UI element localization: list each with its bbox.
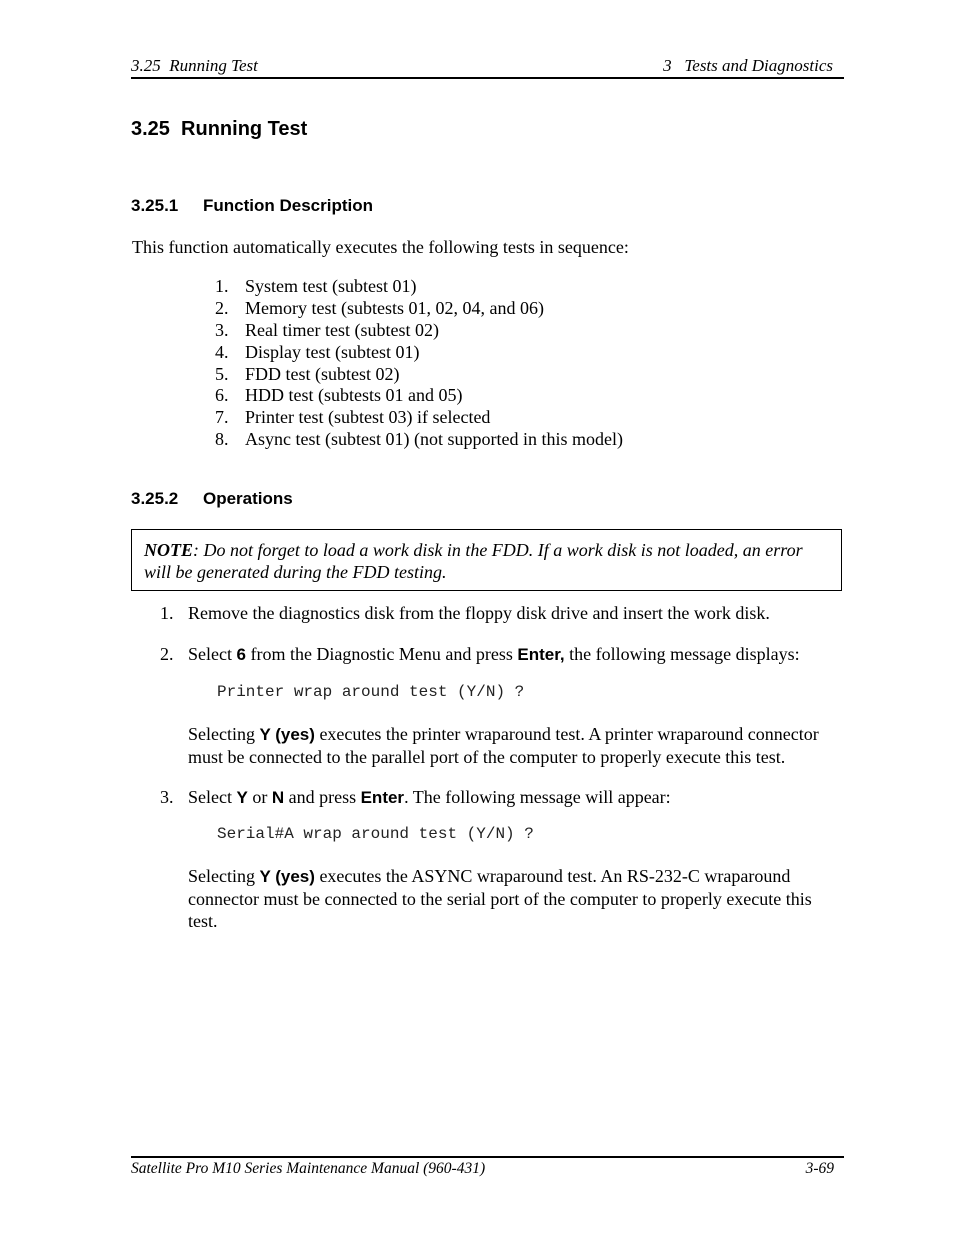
text-run: Select bbox=[188, 644, 237, 664]
step-number: 1. bbox=[160, 603, 174, 623]
step-text bbox=[188, 786, 671, 809]
step-2 bbox=[160, 643, 800, 666]
section-title: 3.25 Running Test bbox=[131, 118, 308, 140]
subsection-number: 3.25.1 bbox=[131, 196, 179, 215]
list-text: Memory test (subtests 01, 02, 04, and 06) bbox=[245, 297, 544, 318]
list-text: System test (subtest 01) bbox=[245, 276, 417, 296]
step-3 bbox=[160, 786, 671, 809]
printer-prompt-message: Printer wrap around test (Y/N) ? bbox=[217, 683, 525, 701]
step-number: 2. bbox=[160, 644, 174, 664]
list-number: 8. bbox=[215, 429, 229, 450]
list-number: 2. bbox=[215, 297, 229, 318]
text-run: executes the printer wraparound test. A printer wraparound connector must be connected to the parallel port of the computer to properly execute this test. bbox=[188, 724, 819, 767]
footer-page-number: 3-69 bbox=[805, 1160, 834, 1177]
list-number: 5. bbox=[215, 363, 229, 384]
list-text: FDD test (subtest 02) bbox=[245, 363, 400, 384]
text-run: Selecting bbox=[188, 866, 260, 886]
y-key: Y bbox=[236, 788, 248, 807]
n-key: N bbox=[271, 788, 285, 807]
note-text: : Do not forget to load a work disk in the FDD. If a work disk is not loaded, an error will be generated during the FDD testing. bbox=[144, 540, 803, 582]
text-run: the following message displays: bbox=[564, 644, 800, 664]
menu-key: 6 bbox=[236, 645, 246, 664]
text-run: Selecting bbox=[188, 724, 260, 744]
list-number: 3. bbox=[215, 319, 229, 340]
step-text bbox=[188, 643, 800, 666]
list-number: 6. bbox=[215, 385, 229, 406]
list-text: Display test (subtest 01) bbox=[245, 341, 420, 362]
enter-key: Enter bbox=[360, 788, 405, 807]
list-text: Printer test (subtest 03) if selected bbox=[245, 407, 491, 428]
text-run: or bbox=[247, 787, 272, 807]
text-run: . The following message will appear: bbox=[404, 787, 671, 807]
footer-rule bbox=[131, 1156, 844, 1158]
list-number: 7. bbox=[215, 407, 229, 428]
text-run: from the Diagnostic Menu and press bbox=[245, 644, 518, 664]
enter-key: Enter, bbox=[517, 645, 565, 664]
running-header-right: 3 Tests and Diagnostics bbox=[663, 56, 833, 75]
step-number: 3. bbox=[160, 787, 174, 807]
subsection-title: Operations bbox=[203, 489, 293, 508]
step-2-detail bbox=[188, 723, 844, 768]
list-item bbox=[215, 429, 623, 451]
list-text: Real timer test (subtest 02) bbox=[245, 319, 439, 340]
step-text: Remove the diagnostics disk from the floppy disk drive and insert the work disk. bbox=[188, 603, 770, 623]
list-text: HDD test (subtests 01 and 05) bbox=[245, 385, 463, 406]
list-item bbox=[215, 276, 623, 298]
list-number: 4. bbox=[215, 341, 229, 362]
running-header-left: 3.25 Running Test bbox=[131, 56, 258, 75]
header-rule bbox=[131, 77, 844, 79]
list-text: Async test (subtest 01) (not supported in this model) bbox=[245, 429, 623, 450]
subsection-heading-function-description bbox=[131, 196, 373, 216]
test-sequence-list bbox=[215, 276, 623, 451]
subsection-title: Function Description bbox=[203, 196, 373, 215]
subsection-number: 3.25.2 bbox=[131, 489, 179, 508]
text-run: executes the ASYNC wraparound test. An RS-232-C wraparound connector must be connected to the serial port of the computer to properly execute this test. bbox=[188, 866, 812, 931]
note-label: NOTE bbox=[144, 540, 193, 560]
list-item bbox=[215, 364, 623, 386]
list-item bbox=[215, 385, 623, 407]
step-3-detail bbox=[188, 865, 844, 932]
step-1 bbox=[160, 602, 770, 624]
intro-paragraph: This function automatically executes the following tests in sequence: bbox=[132, 237, 629, 257]
text-run: Select bbox=[188, 787, 237, 807]
list-item bbox=[215, 298, 623, 320]
footer-manual-title: Satellite Pro M10 Series Maintenance Manual (960-431) bbox=[131, 1160, 486, 1177]
yes-key: Y (yes) bbox=[259, 725, 315, 744]
note-box bbox=[131, 529, 842, 591]
list-item bbox=[215, 342, 623, 364]
subsection-heading-operations bbox=[131, 489, 293, 509]
text-run: and press bbox=[284, 787, 361, 807]
yes-key: Y (yes) bbox=[259, 867, 315, 886]
list-item bbox=[215, 407, 623, 429]
list-number: 1. bbox=[215, 276, 229, 296]
serial-prompt-message: Serial#A wrap around test (Y/N) ? bbox=[217, 825, 534, 843]
list-item bbox=[215, 320, 623, 342]
